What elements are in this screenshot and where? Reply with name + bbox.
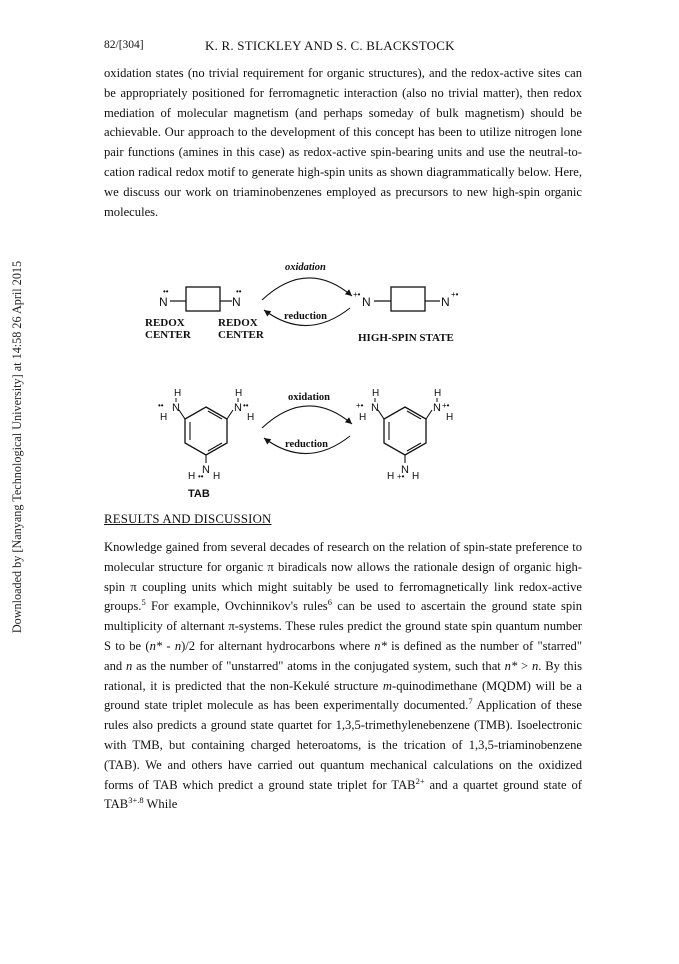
- hydrogen-label: H: [387, 471, 395, 482]
- radical-cation-mark: +•: [451, 290, 459, 299]
- nitrogen-label: N: [441, 295, 450, 309]
- hydrogen-label: H: [359, 412, 367, 423]
- text-run: -quinodimethane (MQDM) will be a ground state triplet molecule as has been experimentally documented.: [104, 678, 582, 713]
- hydrogen-label: H: [434, 388, 442, 399]
- math-variable: m: [382, 678, 392, 693]
- oxidation-arrow: [262, 278, 352, 300]
- math-variable: n*: [504, 658, 518, 673]
- tab-trication-structure: [356, 388, 453, 482]
- text-run: While: [143, 797, 178, 812]
- benzene-ring: [185, 407, 227, 455]
- center-label: CENTER: [218, 329, 264, 341]
- nitrogen-label: N: [202, 464, 210, 476]
- nitrogen-label: N: [362, 295, 371, 309]
- reference-superscript: 5: [141, 597, 146, 608]
- hydrogen-label: H: [188, 471, 196, 482]
- paragraph-intro: oxidation states (no trivial requirement for organic structures), and the redox-active sites can be appropriately positioned for ferromagnetic interaction (also no trivial matter), then redox mediation of molecular magnetism (and perhaps someday of bulk magnetism) should be achievable. Our approach to the development of this concept has been to utilize nitrogen lone pair functions (amines in this case) as redox-active spin-bearing units and use the neutral-to-cation radical redox motif to generate high-spin units as shown diagrammatically below. Here, we discuss our work on triaminobenzenes employed as precursors to new high-spin organic molecules.: [104, 66, 582, 219]
- hydrogen-label: H: [446, 412, 454, 423]
- charge-superscript: 3+.: [128, 795, 140, 806]
- radical-cation-mark: +•: [397, 472, 405, 481]
- tab-neutral-structure: [158, 388, 254, 482]
- nitrogen-label: N: [234, 402, 242, 414]
- text-run: . By this rational, it is predicted that the non-Kekulé structure: [104, 658, 582, 693]
- radical-cation-mark: +•: [353, 290, 361, 299]
- redox-label: REDOX: [218, 317, 258, 329]
- charge-superscript: 2+: [415, 775, 425, 786]
- math-variable: n: [174, 638, 182, 653]
- coupling-unit-box: [186, 287, 220, 311]
- c-n-bond: [227, 410, 233, 419]
- text-run: Knowledge gained from several decades of research on the relation of spin-state preference to molecular structure for organic π biradicals now allows the rationale design of organic high-spin π coupling units which might suitably be used to ferromagnetically link redox-active groups.: [104, 540, 582, 614]
- hydrogen-label: H: [372, 388, 380, 399]
- text-run: is defined as the number of "starred" and: [104, 638, 582, 673]
- scheme-one: [145, 262, 459, 344]
- high-spin-state-label: HIGH-SPIN STATE: [358, 332, 454, 344]
- math-variable: n: [532, 658, 539, 673]
- hydrogen-label: H: [213, 471, 221, 482]
- lone-pair-dots: ••: [198, 472, 204, 481]
- lone-pair-dots: ••: [163, 287, 169, 296]
- redox-label: REDOX: [145, 317, 185, 329]
- text-run: as the number of "unstarred" atoms in the conjugated system, such that: [132, 658, 505, 673]
- text-run: >: [517, 658, 532, 673]
- hydrogen-label: H: [235, 388, 243, 399]
- text-run: and a quartet ground state of TAB: [104, 777, 582, 812]
- math-variable: n: [126, 658, 133, 673]
- author-line: K. R. STICKLEY AND S. C. BLACKSTOCK: [205, 38, 455, 53]
- download-notice: Downloaded by [Nanyang Technological University] at 14:58 26 April 2015: [10, 260, 24, 634]
- math-variable: n*: [149, 638, 163, 653]
- oxidation-label: oxidation: [285, 262, 326, 273]
- lone-pair-dots: ••: [158, 401, 164, 410]
- nitrogen-label: N: [371, 402, 379, 414]
- hydrogen-label: H: [412, 471, 420, 482]
- scheme-two: [158, 388, 453, 482]
- nitrogen-label: N: [172, 402, 180, 414]
- reduction-label: reduction: [285, 439, 328, 450]
- nitrogen-label: N: [433, 402, 441, 414]
- reference-superscript: 7: [468, 696, 473, 707]
- hydrogen-label: H: [174, 388, 182, 399]
- lone-pair-dots: ••: [236, 287, 242, 296]
- nitrogen-label: N: [159, 295, 168, 309]
- math-variable: n*: [374, 638, 387, 653]
- paragraph-results: [104, 538, 582, 815]
- oxidation-label: oxidation: [288, 392, 331, 403]
- hydrogen-label: H: [160, 412, 168, 423]
- tab-compound-label: TAB: [188, 488, 210, 500]
- coupling-unit-box: [391, 287, 425, 311]
- oxidation-arrow: [262, 406, 352, 428]
- text-run: )/2 for alternant hydrocarbons where: [181, 638, 375, 653]
- nitrogen-label: N: [232, 295, 241, 309]
- lone-pair-dots: ••: [243, 401, 249, 410]
- reduction-label: reduction: [284, 311, 327, 322]
- radical-cation-mark: +•: [356, 401, 364, 410]
- section-heading: RESULTS AND DISCUSSION: [104, 512, 272, 526]
- text-run: -: [162, 638, 175, 653]
- reference-superscript: 6: [327, 597, 332, 608]
- radical-cation-mark: +•: [442, 401, 450, 410]
- c-n-bond: [426, 410, 432, 419]
- benzene-ring: [384, 407, 426, 455]
- text-run: For example, Ovchinnikov's rules: [145, 599, 328, 614]
- hydrogen-label: H: [247, 412, 255, 423]
- text-run: can be used to ascertain the ground state spin multiplicity of alternant π-systems. These rules predict the ground state spin quantum number S to be (: [104, 599, 582, 653]
- reference-superscript: 8: [139, 795, 144, 806]
- nitrogen-label: N: [401, 464, 409, 476]
- center-label: CENTER: [145, 329, 191, 341]
- page-number: 82/[304]: [104, 39, 144, 51]
- text-run: Application of these rules also predicts a ground state quartet for 1,3,5-trimethylenebenzene (TMB). Isoelectronic with TMB, but containing charged heteroatoms, is the trication of 1,3,5-triaminobenzene (TAB). We and others have carried out quantum mechanical calculations on the oxidized forms of TAB which predict a ground state triplet for TAB: [104, 698, 582, 792]
